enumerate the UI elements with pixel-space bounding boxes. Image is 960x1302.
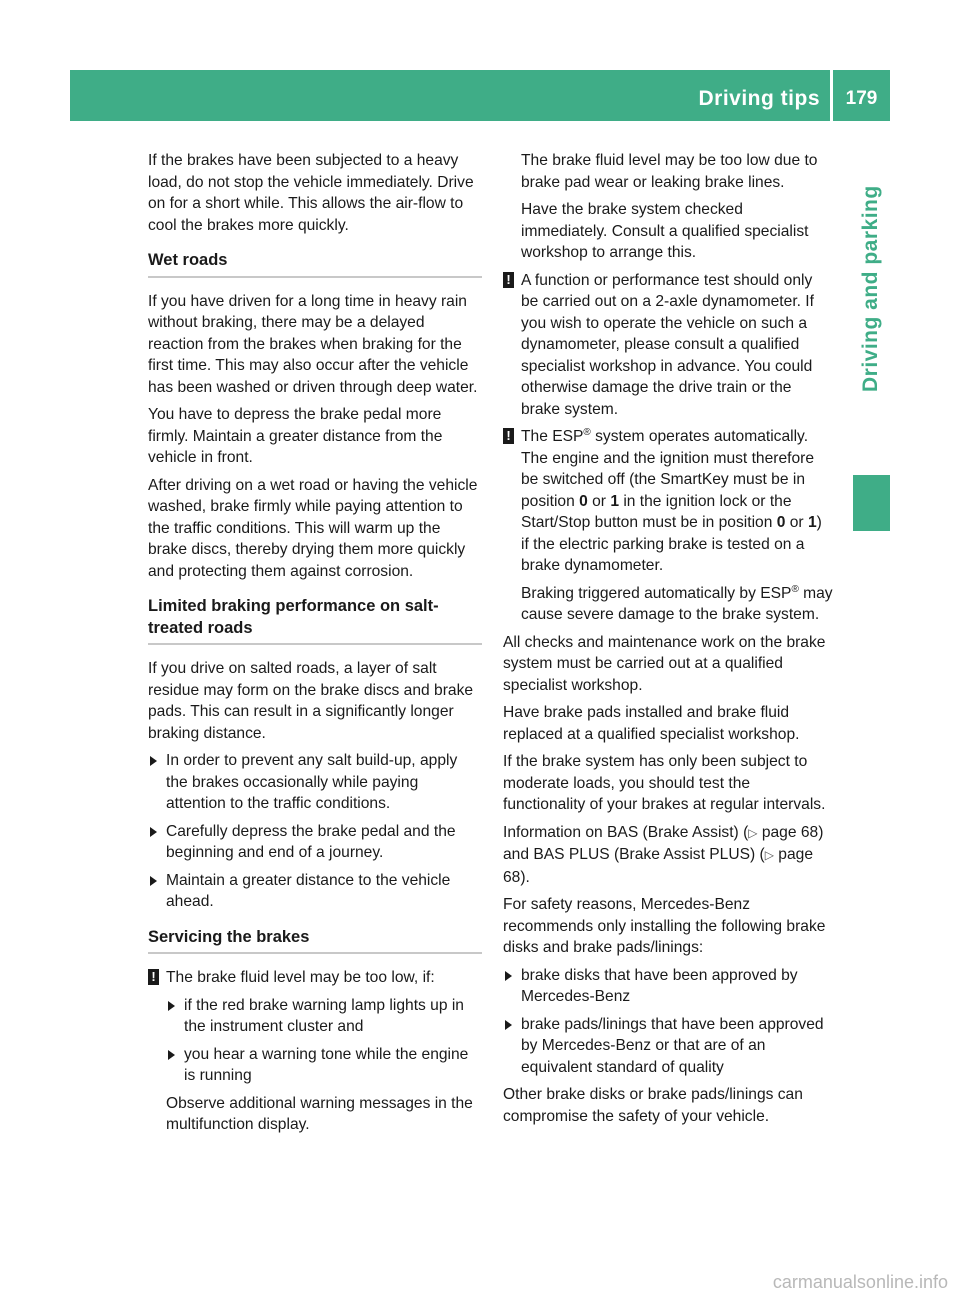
- esp-paragraph: [521, 583, 833, 626]
- position-value: 0: [776, 514, 786, 531]
- checks-paragraph: All checks and maintenance work on the brake system must be carried out at a qualified specialist workshop.: [503, 633, 826, 694]
- info-text: page 68).: [503, 846, 813, 886]
- fluid-continuation: [503, 150, 833, 264]
- side-tab-marker: [853, 475, 890, 531]
- page-reference-icon[interactable]: ▷: [764, 848, 774, 862]
- other-paragraph: Other brake disks or brake pads/linings can compromise the safety of your vehicle.: [503, 1086, 803, 1125]
- warning-text: or: [785, 514, 808, 531]
- warning-note: [503, 426, 833, 577]
- list-item: if the red brake warning lamp lights up in the instrument cluster and: [166, 995, 482, 1038]
- safety-paragraph: For safety reasons, Mercedes-Benz recommends only installing the following brake disks and brake pads/linings:: [503, 896, 826, 956]
- warning-text: or: [587, 492, 611, 510]
- wet-roads-heading: Wet roads: [148, 250, 482, 278]
- info-paragraph: [503, 822, 833, 889]
- servicing-heading: Servicing the brakes: [148, 927, 482, 955]
- position-value: 1: [807, 514, 817, 531]
- position-value: 0: [579, 492, 588, 510]
- warning-text: in the ignition lock or the Start/Stop button must be in position: [521, 492, 792, 531]
- fluid-paragraph-2: Have the brake system checked immediately. Consult a qualified specialist workshop to arrange this.: [521, 201, 809, 261]
- warning-text: ) if the electric parking brake is tested on a brake dynamometer.: [521, 514, 822, 574]
- list-item: Carefully depress the brake pedal and the beginning and end of a journey.: [148, 821, 482, 864]
- left-column: [148, 150, 482, 1142]
- warning-list: [148, 995, 482, 1136]
- warning-text: The ESP: [521, 428, 584, 445]
- page-reference-icon[interactable]: ▷: [748, 825, 758, 840]
- warning-text: A function or performance test should only be carried out on a 2-axle dynamometer. If you wish to operate the vehicle on such a dynamometer, please consult a qualified specialist workshop in advance. You could otherwise damage the drive train or the brake system.: [521, 271, 814, 418]
- esp-text: Braking triggered automatically by ESP: [521, 584, 792, 602]
- warning-icon: !: [503, 272, 514, 288]
- wet-roads-paragraph-2: You have to depress the brake pedal more firmly. Maintain a greater distance from the vehicle in front.: [148, 406, 443, 466]
- watermark: carmanualsonline.info: [772, 1272, 948, 1292]
- wet-roads-paragraph-3: After driving on a wet road or having the vehicle washed, brake firmly while paying attention to the traffic conditions. This will warm up the brake discs, thereby drying them more quickly and protecting them against corrosion.: [148, 476, 478, 580]
- warning-icon: !: [148, 969, 159, 985]
- list-item: you hear a warning tone while the engine is running: [166, 1044, 482, 1087]
- registered-mark: ®: [583, 426, 591, 438]
- warning-text: system operates automatically. The engine and the ignition must therefore be switched off (the SmartKey must be in position: [521, 428, 815, 510]
- info-text: page 68) and BAS PLUS (Brake Assist PLUS) (: [503, 823, 824, 863]
- salt-roads-heading: Limited braking performance on salt-treated roads: [148, 596, 482, 645]
- intro-paragraph: If the brakes have been subjected to a heavy load, do not stop the vehicle immediately. Drive on for a short while. This allows the air-flow to cool the brakes more quickly.: [148, 152, 474, 234]
- side-tab-label: Driving and parking: [859, 185, 882, 392]
- info-text: Information on BAS (Brake Assist) (: [503, 823, 749, 841]
- list-item: In order to prevent any salt build-up, apply the brakes occasionally while paying attention to the traffic conditions.: [148, 750, 482, 815]
- list-item: Maintain a greater distance to the vehicle ahead.: [148, 870, 482, 913]
- right-column: [503, 150, 833, 1133]
- list-item: brake disks that have been approved by Mercedes-Benz: [503, 965, 833, 1008]
- page-number: 179: [845, 88, 878, 109]
- pads-paragraph: Have brake pads installed and brake fluid replaced at a qualified specialist workshop.: [503, 704, 800, 743]
- registered-mark: ®: [791, 583, 799, 595]
- wet-roads-paragraph-1: If you have driven for a long time in heavy rain without braking, there may be a delayed reaction from the brakes when braking for the first time. This may also occur after the vehicle has been washed or driven through deep water.: [148, 292, 478, 396]
- position-value: 1: [610, 492, 619, 510]
- moderate-paragraph: If the brake system has only been subject to moderate loads, you should test the functionality of your brakes at regular intervals.: [503, 753, 826, 813]
- fluid-paragraph-1: The brake fluid level may be too low due to brake pad wear or leaking brake lines.: [521, 152, 818, 191]
- observe-paragraph: Observe additional warning messages in the multifunction display.: [166, 1094, 473, 1133]
- list-item: brake pads/linings that have been approved by Mercedes-Benz or that are of an equivalent standard of quality: [503, 1014, 833, 1079]
- warning-text: The brake fluid level may be too low, if:: [166, 969, 435, 986]
- warning-note: [148, 967, 482, 989]
- esp-note: [503, 583, 833, 626]
- salt-roads-paragraph: If you drive on salted roads, a layer of salt residue may form on the brake discs and brake pads. This can result in a significantly longer braking distance.: [148, 660, 474, 742]
- warning-note: [503, 270, 833, 421]
- section-title: Driving tips: [698, 87, 820, 110]
- header-bar: [70, 70, 890, 121]
- warning-icon: !: [503, 428, 514, 444]
- esp-text: may cause severe damage to the brake system.: [521, 584, 833, 623]
